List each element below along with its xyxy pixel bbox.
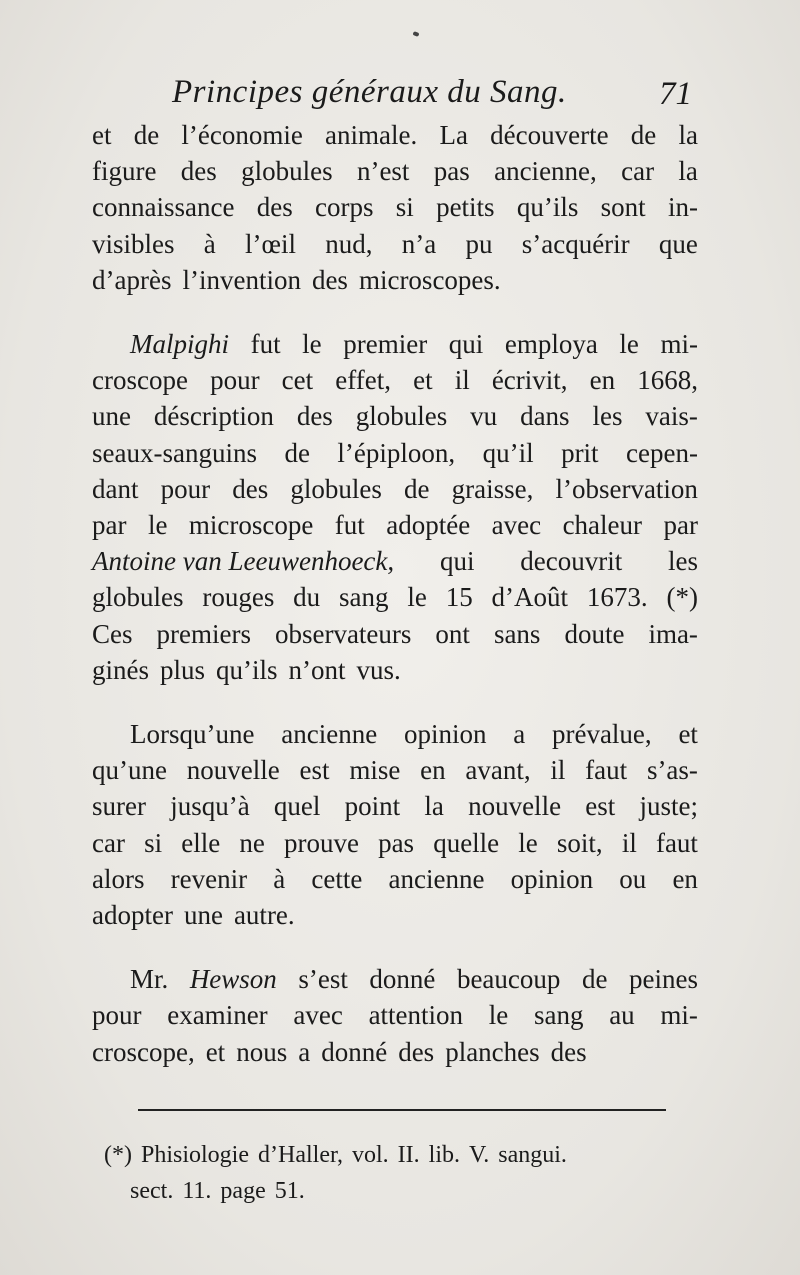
word: quelle — [433, 827, 500, 858]
word: à — [203, 228, 216, 259]
text-line — [92, 616, 698, 652]
word: le — [488, 1000, 509, 1031]
word: Hewson — [189, 964, 277, 995]
word: nouvelle — [468, 791, 562, 822]
paragraph — [92, 961, 698, 1070]
word: sang — [533, 1000, 584, 1031]
word: pour — [160, 473, 211, 504]
word: par — [663, 510, 698, 541]
word: employa — [504, 329, 598, 360]
word: mise — [349, 755, 401, 786]
word: revenir — [170, 863, 248, 894]
word: du — [293, 582, 321, 613]
word: au — [609, 1000, 635, 1031]
footnote-word: sect. — [130, 1178, 174, 1204]
word: 1673. — [586, 582, 648, 613]
word: cet — [281, 365, 314, 396]
running-title: Principes généraux du Sang. — [172, 74, 567, 110]
text-line — [92, 716, 698, 752]
word: des — [296, 401, 333, 432]
footnote-word: page — [220, 1178, 266, 1204]
word: ima- — [648, 618, 698, 649]
word: et — [92, 120, 112, 150]
word: s’acquérir — [521, 228, 630, 259]
word: et — [413, 365, 433, 396]
word: sans — [493, 618, 541, 649]
footnote-word: 11. — [182, 1178, 212, 1204]
word: ne — [239, 827, 265, 858]
word: le — [619, 329, 639, 360]
word: d’Août — [491, 582, 569, 613]
word: point — [344, 791, 401, 822]
word: des — [180, 156, 217, 187]
word: adopter — [92, 900, 173, 931]
word: nud, — [325, 228, 373, 259]
word: adoptée — [386, 510, 471, 541]
word: la — [424, 791, 444, 822]
text-line — [92, 507, 698, 543]
word: en — [672, 863, 698, 894]
word: le — [147, 510, 168, 541]
text-line — [92, 435, 698, 471]
word: mi- — [660, 329, 698, 360]
paragraph — [92, 117, 698, 298]
word: sang — [339, 582, 389, 613]
word: plus — [160, 654, 206, 685]
word: microscope — [188, 510, 314, 541]
footnote-line — [104, 1137, 702, 1173]
word: microscopes. — [358, 264, 501, 295]
word: le — [407, 582, 427, 613]
word: qu’ils — [516, 192, 579, 223]
word: globules — [355, 401, 448, 432]
text-line — [92, 362, 698, 398]
text-line — [92, 471, 698, 507]
word: seaux-sanguins — [92, 437, 257, 468]
word: avec — [293, 1000, 343, 1031]
text-line — [92, 262, 698, 298]
word: l’œil — [245, 228, 296, 259]
word: si — [144, 827, 163, 858]
word: les — [667, 546, 698, 577]
word: sont — [600, 192, 646, 223]
word: est — [585, 791, 616, 822]
word: animale. — [325, 120, 418, 150]
word: fut — [334, 510, 365, 541]
word: des — [232, 473, 269, 504]
word: 15 — [445, 582, 473, 613]
word: ancienne — [281, 719, 378, 750]
word: les — [592, 401, 623, 432]
word: qui — [439, 546, 475, 577]
word: opinion — [403, 719, 487, 750]
text-line — [92, 825, 698, 861]
word: avant, — [465, 755, 531, 786]
word: chaleur — [562, 510, 643, 541]
word: avec — [491, 510, 542, 541]
footnote-word: II. — [397, 1142, 420, 1168]
word: rouges — [202, 582, 275, 613]
text-line — [92, 117, 698, 153]
word: juste; — [639, 791, 698, 822]
running-header — [172, 74, 692, 118]
body-text — [92, 117, 698, 1098]
word: à — [273, 863, 286, 894]
footnote-rule — [138, 1109, 666, 1111]
word: vus. — [356, 654, 401, 685]
word: une — [183, 900, 223, 931]
word: autre. — [233, 900, 295, 931]
word: premiers — [156, 618, 251, 649]
word: 1668, — [637, 365, 698, 396]
word: des — [398, 1036, 435, 1067]
word: de — [404, 473, 430, 504]
word: croscope, — [92, 1036, 195, 1067]
word: pour — [210, 365, 260, 396]
word: nous — [236, 1036, 288, 1067]
text-line — [92, 543, 698, 579]
word: Lorsqu’une — [130, 719, 255, 750]
text-line — [92, 961, 698, 997]
footnote-line — [104, 1173, 702, 1209]
word: doute — [564, 618, 625, 649]
text-line — [92, 1034, 698, 1070]
word: ont — [435, 618, 470, 649]
word: qu’ils — [216, 654, 278, 685]
word: a — [513, 719, 526, 750]
footnote — [104, 1137, 702, 1209]
word: car — [621, 156, 655, 187]
word: croscope — [92, 365, 188, 396]
word: la — [678, 120, 698, 150]
text-line — [92, 997, 698, 1033]
word: petits — [436, 192, 495, 223]
word: figure — [92, 156, 157, 187]
word: dans — [520, 401, 570, 432]
word: des — [550, 1036, 587, 1067]
word: ancienne, — [494, 156, 597, 187]
word: en — [589, 365, 616, 396]
word: déscription — [153, 401, 274, 432]
word: Mr. — [130, 964, 169, 995]
word: l’économie — [181, 120, 303, 150]
text-line — [92, 398, 698, 434]
footnote-word: (*) — [104, 1142, 132, 1168]
word: effet, — [335, 365, 391, 396]
word: nouvelle — [186, 755, 280, 786]
word: l’invention — [182, 264, 301, 295]
word: n’a — [401, 228, 437, 259]
word: d’après — [92, 264, 172, 295]
word: graisse, — [451, 473, 534, 504]
word: (*) — [666, 582, 698, 613]
word: vais- — [645, 401, 698, 432]
word: jusqu’à — [170, 791, 250, 822]
word: visibles — [92, 228, 175, 259]
word: pour — [92, 1000, 142, 1031]
word: en — [420, 755, 446, 786]
word: cepen- — [626, 437, 698, 468]
word: Malpighi — [130, 329, 229, 360]
word: prouve — [283, 827, 359, 858]
word: soit, — [556, 827, 603, 858]
word: beaucoup — [456, 964, 561, 995]
word: in- — [667, 192, 698, 223]
word: globules — [241, 156, 333, 187]
word: faut — [655, 827, 698, 858]
footnote-word: sangui. — [498, 1142, 567, 1168]
text-line — [92, 189, 698, 225]
paragraph — [92, 716, 698, 933]
word: ginés — [92, 654, 149, 685]
word: ancienne — [388, 863, 485, 894]
text-line — [92, 897, 698, 933]
word: quel — [273, 791, 321, 822]
footnote-word: V. — [469, 1142, 490, 1168]
word: surer — [92, 791, 146, 822]
word: alors — [92, 863, 145, 894]
word: a — [298, 1036, 311, 1067]
word: peines — [628, 964, 698, 995]
word: cette — [311, 863, 363, 894]
footnote-word: Phisiologie — [140, 1142, 249, 1168]
word: n’est — [356, 156, 410, 187]
word: l’observation — [555, 473, 698, 504]
word: pu — [465, 228, 493, 259]
footnote-word: lib. — [428, 1142, 460, 1168]
word: car — [92, 827, 125, 858]
word: pas — [433, 156, 470, 187]
word: attention — [368, 1000, 464, 1031]
page-number: 71 — [659, 76, 692, 112]
footnote-word: vol. — [352, 1142, 389, 1168]
word: de — [284, 437, 310, 468]
text-line — [92, 752, 698, 788]
word: qu’une — [92, 755, 167, 786]
text-line — [92, 226, 698, 262]
word: la — [678, 156, 698, 187]
word: de — [630, 120, 657, 150]
word: mi- — [660, 1000, 698, 1031]
word: pas — [378, 827, 415, 858]
word: connaissance — [92, 192, 235, 223]
word: que — [658, 228, 698, 259]
word: globules — [92, 582, 184, 613]
word: decouvrit — [520, 546, 623, 577]
word: est — [299, 755, 330, 786]
word: prévalue, — [551, 719, 652, 750]
word: n’ont — [288, 654, 346, 685]
text-line — [92, 788, 698, 824]
word: vu — [470, 401, 498, 432]
text-line — [92, 326, 698, 362]
text-line — [92, 861, 698, 897]
word: Antoine van Leeuwenhoeck, — [92, 546, 395, 577]
word: et — [205, 1036, 226, 1067]
word: dant — [92, 473, 139, 504]
word: de — [133, 120, 160, 150]
word: le — [518, 827, 538, 858]
word: s’est — [298, 964, 348, 995]
footnote-word: 51. — [274, 1178, 305, 1204]
word: La — [439, 120, 468, 150]
word: des — [311, 264, 348, 295]
word: il — [621, 827, 637, 858]
word: une — [92, 401, 131, 432]
word: Ces — [92, 618, 133, 649]
word: fut — [250, 329, 281, 360]
word: faut — [585, 755, 628, 786]
word: donné — [369, 964, 436, 995]
word: si — [395, 192, 414, 223]
word: planches — [445, 1036, 540, 1067]
word: examiner — [167, 1000, 268, 1031]
word: le — [302, 329, 322, 360]
word: elle — [181, 827, 221, 858]
word: écrivit, — [491, 365, 568, 396]
word: par — [92, 510, 127, 541]
word: qu’il — [482, 437, 534, 468]
word: l’épiploon, — [337, 437, 456, 468]
footnote-word: d’Haller, — [258, 1142, 343, 1168]
ink-speck — [412, 31, 419, 37]
text-line — [92, 153, 698, 189]
word: et — [678, 719, 698, 750]
word: globules — [290, 473, 382, 504]
word: observateurs — [274, 618, 412, 649]
word: il — [454, 365, 470, 396]
word: s’as- — [646, 755, 698, 786]
word: premier — [343, 329, 428, 360]
word: donné — [321, 1036, 388, 1067]
word: des — [256, 192, 293, 223]
word: il — [550, 755, 566, 786]
word: découverte — [490, 120, 609, 150]
text-line — [92, 652, 698, 688]
word: qui — [448, 329, 484, 360]
word: corps — [315, 192, 374, 223]
paragraph — [92, 326, 698, 688]
text-line — [92, 579, 698, 615]
word: prit — [561, 437, 599, 468]
word: ou — [619, 863, 647, 894]
word: de — [581, 964, 608, 995]
word: opinion — [510, 863, 594, 894]
